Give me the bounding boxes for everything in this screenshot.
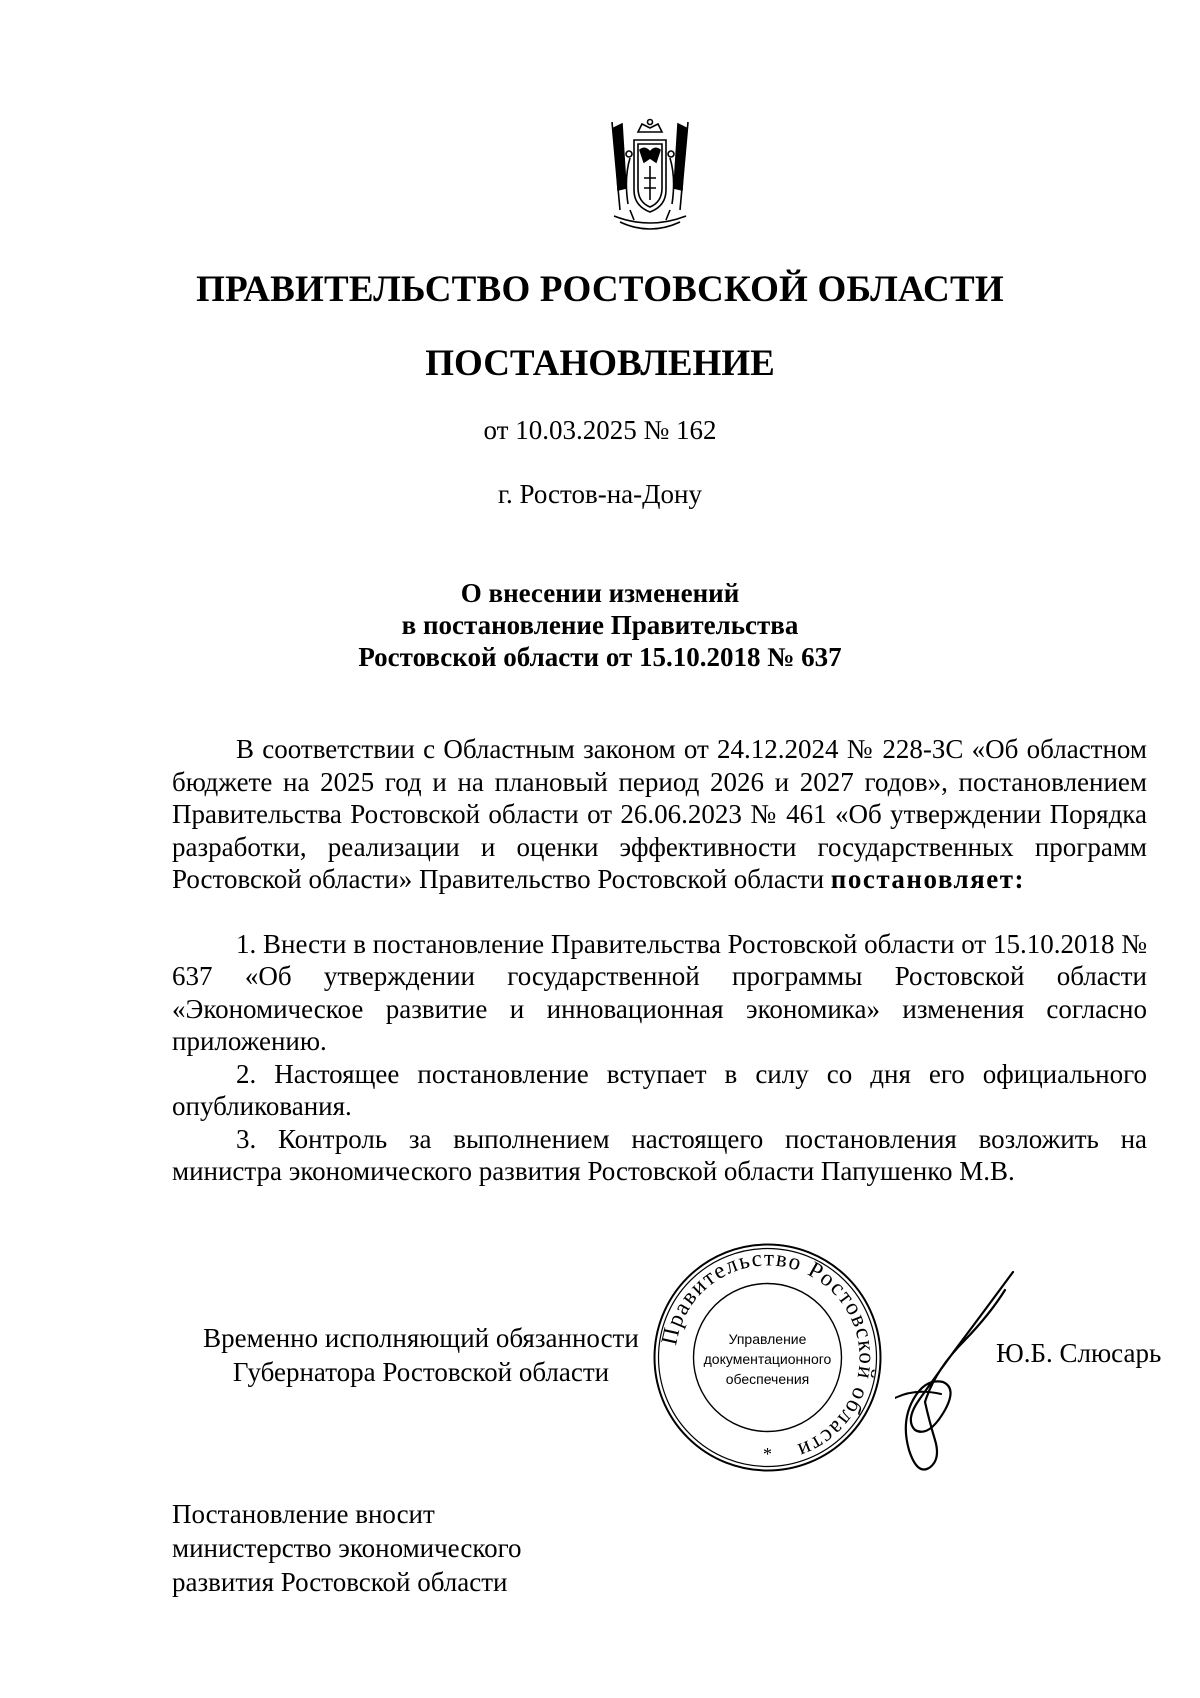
subject-line: в постановление Правительства bbox=[401, 610, 799, 640]
handwritten-signature bbox=[895, 1270, 1015, 1480]
stamp-star: * bbox=[763, 1444, 772, 1464]
document-date-number: от 10.03.2025 № 162 bbox=[483, 415, 717, 445]
footer-line: Постановление вносит bbox=[172, 1499, 435, 1529]
stamp-inner-line: Управление bbox=[728, 1331, 807, 1347]
stamp-inner-line: обеспечения bbox=[725, 1371, 810, 1387]
coat-of-arms-icon bbox=[600, 118, 700, 238]
official-stamp bbox=[650, 1240, 885, 1475]
decision-word: постановляет: bbox=[830, 864, 1026, 894]
position-line: Временно исполняющий обязанности bbox=[203, 1323, 639, 1353]
organization-title: ПРАВИТЕЛЬСТВО РОСТОВСКОЙ ОБЛАСТИ bbox=[196, 269, 1004, 310]
stamp-outer-text: Правительство Ростовской области bbox=[656, 1245, 880, 1465]
document-type: ПОСТАНОВЛЕНИЕ bbox=[425, 343, 775, 384]
preamble-paragraph bbox=[172, 733, 1147, 896]
document-subject bbox=[0, 577, 1200, 673]
document-city: г. Ростов-на-Дону bbox=[497, 479, 702, 509]
document-footer bbox=[172, 1497, 521, 1599]
list-item: 1. Внести в постановление Правительства Ростовской области от 15.10.2018 № 637 «Об утверждении государственной программы Ростовской области «Экономическое развитие и инновационная экономика» изменения согласно приложению. bbox=[172, 928, 1147, 1056]
subject-line: Ростовской области от 15.10.2018 № 637 bbox=[358, 642, 842, 672]
signatory-position bbox=[186, 1321, 656, 1389]
footer-line: развития Ростовской области bbox=[172, 1567, 508, 1597]
preamble-text: В соответствии с Областным законом от 24.12.2024 № 228-ЗС «Об областном бюджете на 2025 год и на плановый период 2026 и 2027 годов», постановлением Правительства Ростовской области от 26.06.2023 № 461 «Об утверждении Порядка разработки, реализации и оценки эффективности государственных программ Ростовской области» Правительство Ростовской области bbox=[172, 734, 1147, 894]
list-item: 2. Настоящее постановление вступает в силу со дня его официального опубликования. bbox=[172, 1058, 1147, 1121]
footer-line: министерство экономического bbox=[172, 1533, 522, 1563]
document-body bbox=[172, 733, 1147, 1188]
stamp-inner-line: документационного bbox=[703, 1351, 832, 1367]
signatory-name: Ю.Б. Слюсарь bbox=[996, 1338, 1162, 1368]
subject-line: О внесении изменений bbox=[460, 578, 740, 608]
position-line: Губернатора Ростовской области bbox=[232, 1357, 610, 1387]
list-item: 3. Контроль за выполнением настоящего постановления возложить на министра экономического развития Ростовской области Папушенко М.В. bbox=[172, 1123, 1147, 1186]
